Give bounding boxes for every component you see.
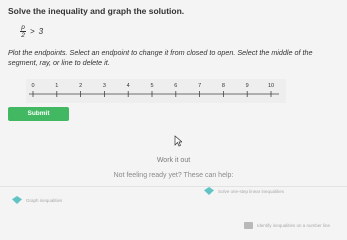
- resource-link-graph-inequalities[interactable]: [12, 196, 62, 204]
- number-line-tick-label: 5: [150, 83, 154, 89]
- fraction-denominator: 2: [21, 32, 25, 39]
- number-line-tick-label: 4: [126, 83, 130, 89]
- video-icon: [244, 222, 253, 229]
- submit-button[interactable]: Submit: [8, 107, 69, 121]
- resource-link-solve-one-step[interactable]: [204, 187, 284, 195]
- number-line-tick-label: 0: [31, 83, 35, 89]
- number-line-tick-label: 8: [221, 83, 225, 89]
- fraction-numerator: p: [21, 24, 25, 31]
- work-it-out-heading: Work it out: [156, 157, 191, 164]
- number-line-graphic[interactable]: [26, 79, 286, 103]
- divider: [0, 186, 347, 187]
- gem-icon: [12, 196, 22, 204]
- resource-link-identify-inequalities[interactable]: [244, 222, 330, 229]
- instructions: Plot the endpoints. Select an endpoint to change it from closed to open. Select the middle of the segment, ray, or line to delete it.: [8, 48, 313, 67]
- resource-label: Graph inequalities: [26, 197, 63, 203]
- number-line-tick-label: 9: [245, 83, 249, 89]
- inequality-rhs: 3: [38, 27, 44, 36]
- resource-label: Identify inequalities on a number line: [257, 223, 331, 228]
- number-line-tick-label: 3: [102, 83, 106, 89]
- resource-label: Solve one-step linear inequalities: [218, 188, 285, 194]
- fraction: [20, 24, 26, 39]
- inequality: [20, 24, 43, 39]
- number-line[interactable]: [26, 79, 286, 103]
- number-line-tick-label: 6: [174, 83, 178, 89]
- number-line-tick-label: 7: [198, 83, 202, 89]
- number-line-tick-label: 2: [79, 83, 83, 89]
- mouse-cursor-icon: [174, 135, 182, 147]
- inequality-operator: >: [30, 27, 35, 36]
- problem-title: Solve the inequality and graph the solution.: [8, 6, 185, 16]
- number-line-tick-label: 1: [55, 83, 59, 89]
- gem-icon: [204, 187, 214, 195]
- help-prompt: Not feeling ready yet? These can help:: [113, 172, 234, 179]
- number-line-tick-label: 10: [267, 83, 275, 89]
